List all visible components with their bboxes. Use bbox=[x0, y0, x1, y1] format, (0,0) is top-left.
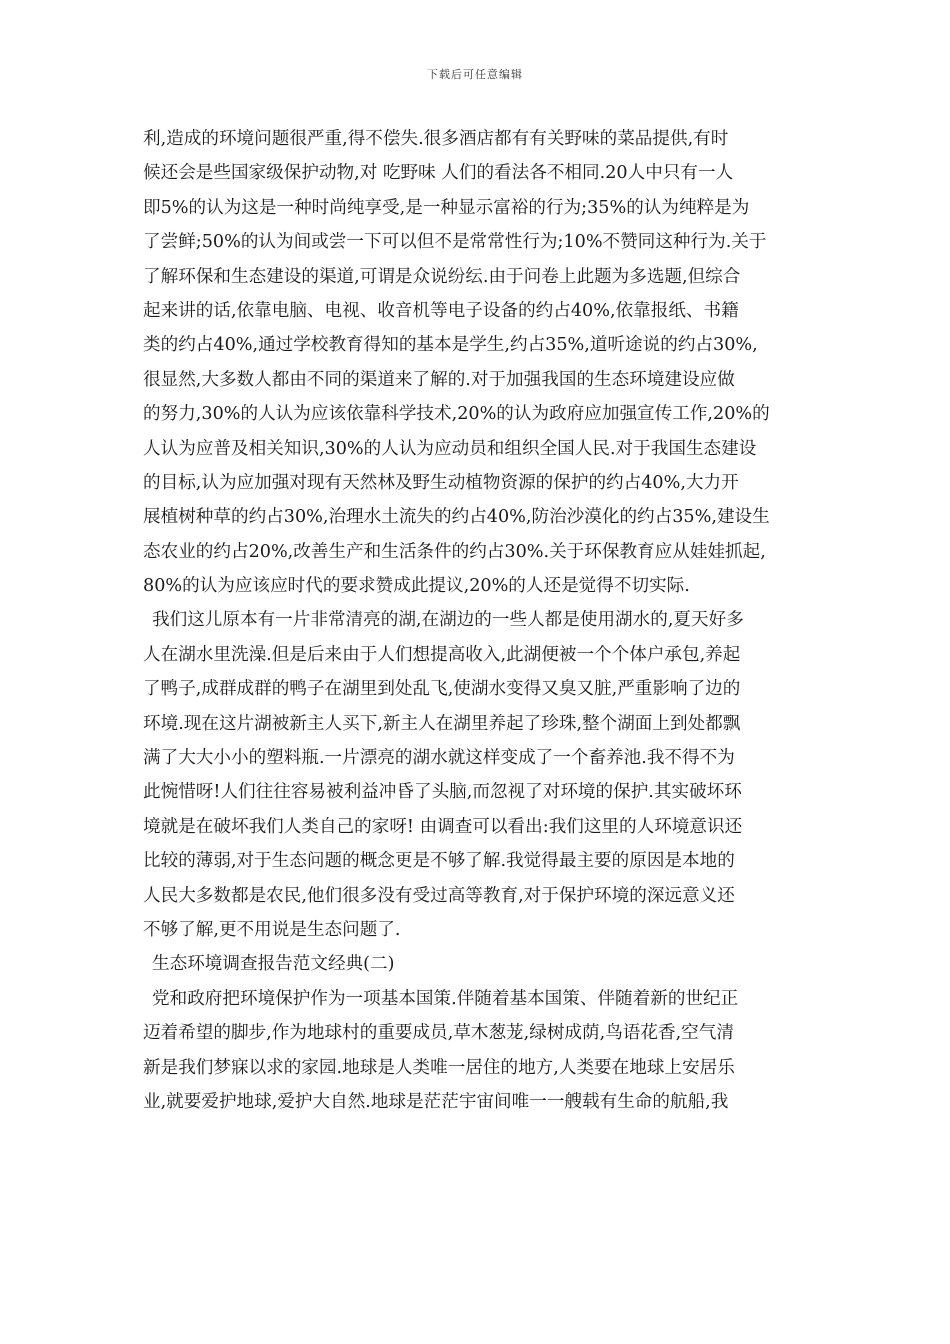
text-line: 比较的薄弱,对于生态问题的概念更是不够了解.我觉得最主要的原因是本地的 bbox=[143, 851, 735, 872]
text-line: 类的约占40%,通过学校教育得知的基本是学生,约占35%,道听途说的约占30%, bbox=[143, 335, 758, 356]
text-line: 不够了解,更不用说是生态问题了. bbox=[143, 919, 401, 940]
text-line: 新是我们梦寐以求的家园.地球是人类唯一居住的地方,人类要在地球上安居乐 bbox=[143, 1057, 735, 1078]
text-line: 此惋惜呀!人们往往容易被利益冲昏了头脑,而忽视了对环境的保护.其实破坏环 bbox=[143, 782, 742, 803]
text-line: 展植树种草的约占30%,治理水土流失的约占40%,防治沙漠化的约占35%,建设生 bbox=[143, 507, 770, 528]
text-line: 业,就要爱护地球,爱护大自然.地球是茫茫宇宙间唯一一艘载有生命的航船,我 bbox=[143, 1091, 729, 1112]
text-line: 起来讲的话,依靠电脑、电视、收音机等电子设备的约占40%,依靠报纸、书籍 bbox=[143, 300, 739, 321]
text-line: 环境.现在这片湖被新主人买下,新主人在湖里养起了珍珠,整个湖面上到处都飘 bbox=[143, 713, 741, 734]
text-line: 候还会是些国家级保护动物,对 吃野味 人们的看法各不相同.20人中只有一人 bbox=[143, 163, 734, 184]
text-line: 了尝鲜;50%的认为间或尝一下可以但不是常常性行为;10%不赞同这种行为.关于 bbox=[143, 232, 767, 253]
section-heading: 生态环境调查报告范文经典(二) bbox=[152, 954, 395, 975]
text-line: 了鸭子,成群成群的鸭子在湖里到处乱飞,使湖水变得又臭又脏,严重影响了边的 bbox=[143, 679, 741, 700]
text-line: 了解环保和生态建设的渠道,可谓是众说纷纭.由于问卷上此题为多选题,但综合 bbox=[143, 266, 741, 287]
text-line: 的努力,30%的人认为应该依靠科学技术,20%的认为政府应加强宣传工作,20%的 bbox=[143, 404, 770, 425]
text-line: 即5%的认为这是一种时尚纯享受,是一种显示富裕的行为;35%的认为纯粹是为 bbox=[143, 197, 750, 218]
text-line: 迈着希望的脚步,作为地球村的重要成员,草木葱茏,绿树成荫,鸟语花香,空气清 bbox=[143, 1023, 734, 1044]
page-header: 下载后可任意编辑 bbox=[427, 68, 523, 81]
text-line: 境就是在破坏我们人类自己的家呀! 由调查可以看出:我们这里的人环境意识还 bbox=[143, 816, 743, 837]
text-line: 人认为应普及相关知识,30%的人认为应动员和组织全国人民.对于我国生态建设 bbox=[143, 438, 757, 459]
text-line: 态农业的约占20%,改善生产和生活条件的约占30%.关于环保教育应从娃娃抓起, bbox=[143, 541, 766, 562]
text-line: 利,造成的环境问题很严重,得不偿失.很多酒店都有有关野味的菜品提供,有时 bbox=[143, 129, 729, 149]
text-line: 人民大多数都是农民,他们很多没有受过高等教育,对于保护环境的深远意义还 bbox=[143, 885, 735, 906]
text-line: 80%的认为应该应时代的要求赞成此提议,20%的人还是觉得不切实际. bbox=[143, 576, 690, 597]
text-line: 满了大大小小的塑料瓶.一片漂亮的湖水就这样变成了一个畜养池.我不得不为 bbox=[143, 748, 735, 769]
text-line: 人在湖水里洗澡.但是后来由于人们想提高收入,此湖便被一个个体户承包,养起 bbox=[143, 644, 741, 665]
text-line: 的目标,认为应加强对现有天然林及野生动植物资源的保护的约占40%,大力开 bbox=[143, 472, 739, 493]
paragraph-start-line: 我们这儿原本有一片非常清亮的湖,在湖边的一些人都是使用湖水的,夏天好多 bbox=[152, 610, 744, 631]
paragraph-start-line: 党和政府把环境保护作为一项基本国策.伴随着基本国策、伴随着新的世纪正 bbox=[152, 988, 739, 1009]
text-line: 很显然,大多数人都由不同的渠道来了解的.对于加强我国的生态环境建设应做 bbox=[143, 369, 735, 390]
document-body bbox=[143, 122, 809, 1119]
